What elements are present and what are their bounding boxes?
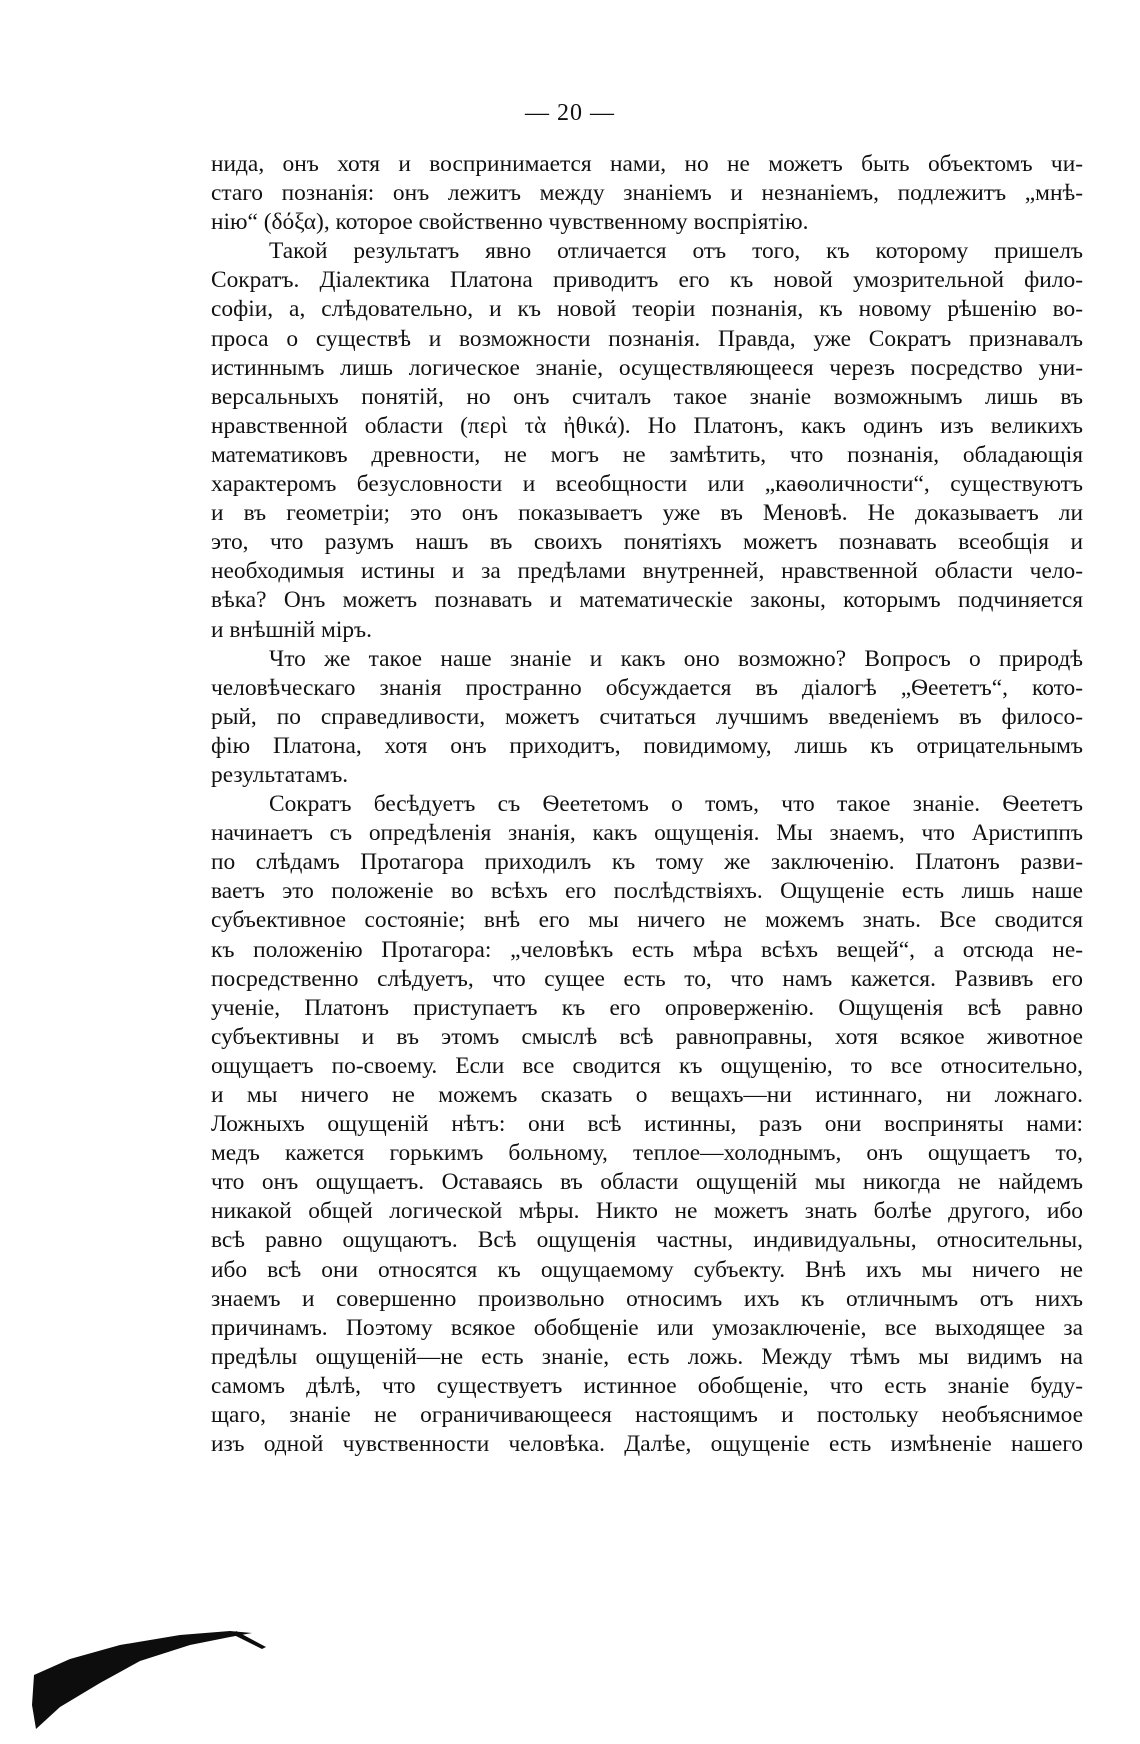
text-line: Ложныхъ ощущеній нѣтъ: они всѣ истинны, разъ они восприняты нами: bbox=[211, 1111, 1083, 1138]
text-line: стаго познанія: онъ лежитъ между знаніемъ и незнаніемъ, подлежитъ „мнѣ- bbox=[211, 180, 1083, 207]
text-line: нію“ (δόξα), которое свойственно чувственному воспріятію. bbox=[211, 209, 809, 236]
text-line: софіи, а, слѣдовательно, и къ новой теоріи познанія, къ новому рѣшенію во- bbox=[211, 296, 1083, 323]
page-number: — 20 — bbox=[525, 100, 615, 126]
text-line: медъ кажется горькимъ больному, теплое—холоднымъ, онъ ощущаетъ то, bbox=[211, 1140, 1083, 1167]
text-line: версальныхъ понятій, но онъ считалъ такое знаніе возможнымъ лишь въ bbox=[211, 383, 1083, 410]
text-line: что онъ ощущаетъ. Оставаясь въ области ощущеній мы никогда не найдемъ bbox=[211, 1169, 1083, 1196]
text-line: проса о существѣ и возможности познанія. Правда, уже Сократъ признавалъ bbox=[211, 325, 1083, 352]
text-line: посредственно слѣдуетъ, что сущее есть то, что намъ кажется. Развивъ его bbox=[211, 965, 1083, 992]
text-line: ибо всѣ они относятся къ ощущаемому субъекту. Внѣ ихъ мы ничего не bbox=[211, 1256, 1083, 1283]
text-line: субъективное состояніе; внѣ его мы ничего не можемъ знать. Все сводится bbox=[211, 907, 1083, 934]
text-line: никакой общей логической мѣры. Никто не можетъ знать болѣе другого, ибо bbox=[211, 1198, 1083, 1225]
text-line: нида, онъ хотя и воспринимается нами, но не можетъ быть объектомъ чи- bbox=[211, 151, 1083, 177]
text-line: результатамъ. bbox=[211, 761, 349, 788]
text-line: необходимыя истины и за предѣлами внутренней, нравственной области чело- bbox=[211, 558, 1083, 585]
text-line: причинамъ. Поэтому всякое обобщеніе или умозаключеніе, все выходящее за bbox=[211, 1314, 1083, 1341]
text-line: субъективны и въ этомъ смыслѣ всѣ равноправны, хотя всякое животное bbox=[211, 1023, 1083, 1050]
text-line: фію Платона, хотя онъ приходитъ, повидимому, лишь къ отрицательнымъ bbox=[211, 732, 1083, 759]
text-line: и внѣшній міръ. bbox=[211, 616, 372, 643]
text-line: начинаетъ съ опредѣленія знанія, какъ ощущенія. Мы знаемъ, что Аристиппъ bbox=[211, 820, 1083, 847]
text-line: Что же такое наше знаніе и какъ оно возможно? Вопросъ о природѣ bbox=[269, 645, 1083, 672]
text-line: нравственной области (περὶ τὰ ἠθικά). Но Платонъ, какъ одинъ изъ великихъ bbox=[211, 412, 1083, 439]
text-line: человѣческаго знанія пространно обсуждается въ діалогѣ „Ѳеететъ“, кото- bbox=[211, 674, 1083, 701]
text-line: Сократъ бесѣдуетъ съ Ѳеететомъ о томъ, что такое знаніе. Ѳеететъ bbox=[269, 791, 1083, 818]
text-line: по слѣдамъ Протагора приходилъ къ тому же заключенію. Платонъ разви- bbox=[211, 849, 1083, 876]
text-line: щаго, знаніе не ограничивающееся настоящимъ и постольку необъяснимое bbox=[211, 1402, 1083, 1429]
text-line: истиннымъ лишь логическое знаніе, осуществляющееся черезъ посредство уни- bbox=[211, 354, 1083, 381]
text-line: знаемъ и совершенно произвольно относимъ ихъ къ отличнымъ отъ нихъ bbox=[211, 1285, 1083, 1312]
text-line: это, что разумъ нашъ въ своихъ понятіяхъ можетъ познавать всеобщія и bbox=[211, 529, 1083, 556]
text-line: и въ геометріи; это онъ показываетъ уже въ Меновѣ. Не доказываетъ ли bbox=[211, 500, 1083, 527]
text-line: ученіе, Платонъ приступаетъ къ его опроверженію. Ощущенія всѣ равно bbox=[211, 994, 1083, 1021]
text-line: характеромъ безусловности и всеобщности или „каѳоличности“, существуютъ bbox=[211, 471, 1083, 498]
text-line: математиковъ древности, не могъ не замѣтить, что познанія, обладающія bbox=[211, 441, 1083, 468]
text-line: и мы ничего не можемъ сказать о вещахъ—ни истиннаго, ни ложнаго. bbox=[211, 1082, 1083, 1108]
text-line: ваетъ это положеніе во всѣхъ его послѣдствіяхъ. Ощущеніе есть лишь наше bbox=[211, 878, 1083, 905]
text-line: вѣка? Онъ можетъ познавать и математическіе законы, которымъ подчиняется bbox=[211, 587, 1083, 614]
page-text bbox=[211, 150, 1083, 1459]
scan-artifact-mark bbox=[30, 1625, 270, 1735]
text-line: Такой результатъ явно отличается отъ того, къ которому пришелъ bbox=[269, 238, 1083, 265]
text-line: рый, по справедливости, можетъ считаться лучшимъ введеніемъ въ филосо- bbox=[211, 703, 1083, 730]
text-line: предѣлы ощущеній—не есть знаніе, есть ложь. Между тѣмъ мы видимъ на bbox=[211, 1343, 1083, 1370]
text-line: Сократъ. Діалектика Платона приводитъ его къ новой умозрительной фило- bbox=[211, 267, 1083, 294]
text-line: изъ одной чувственности человѣка. Далѣе, ощущеніе есть измѣненіе нашего bbox=[211, 1431, 1083, 1458]
text-line: къ положенію Протагора: „человѣкъ есть мѣра всѣхъ вещей“, а отсюда не- bbox=[211, 936, 1083, 963]
text-line: всѣ равно ощущаютъ. Всѣ ощущенія частны, индивидуальны, относительны, bbox=[211, 1227, 1083, 1254]
text-line: ощущаетъ по-своему. Если все сводится къ ощущенію, то все относительно, bbox=[211, 1052, 1083, 1079]
text-line: самомъ дѣлѣ, что существуетъ истинное обобщеніе, что есть знаніе буду- bbox=[211, 1372, 1083, 1399]
